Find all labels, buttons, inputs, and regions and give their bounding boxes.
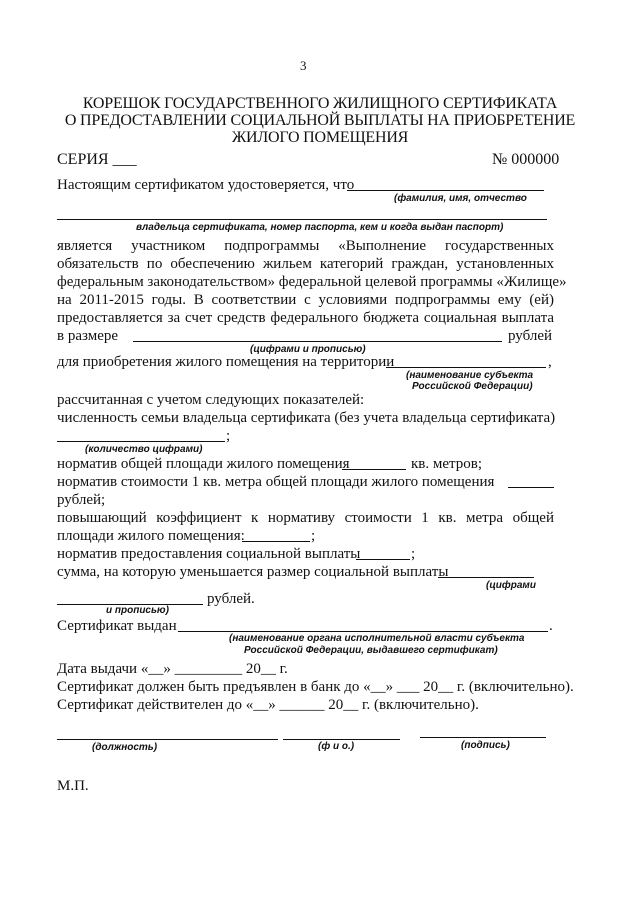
hint-subject-1: (наименование субъекта — [406, 370, 534, 381]
number-label: № 000000 — [492, 151, 560, 168]
reduce-line-1 — [438, 577, 534, 578]
signature-line — [420, 737, 546, 738]
reduce-text: сумма, на которую уменьшается размер социальной выплаты — [57, 564, 449, 580]
para-line-4: на 2011-2015 годы. В соответствии с условиями подпрограммы ему (ей) — [57, 292, 554, 308]
issued-text: Сертификат выдан — [57, 618, 177, 634]
issued-line — [178, 631, 548, 632]
territory-text: для приобретения жилого помещения на территории — [57, 354, 395, 370]
hint-subject-2: Российской Федерации) — [412, 381, 533, 392]
title-line-3: ЖИЛОГО ПОМЕЩЕНИЯ — [231, 129, 409, 146]
title-line-1: КОРЕШОК ГОСУДАРСТВЕННОГО ЖИЛИЩНОГО СЕРТИФИКАТА — [82, 95, 558, 112]
coef-line-2: площади жилого помещения: — [57, 528, 245, 544]
payment-norm-line — [356, 559, 410, 560]
cost-norm-rubles: рублей; — [57, 492, 106, 508]
coef-semicolon: ; — [311, 528, 316, 544]
payment-semicolon: ; — [411, 546, 416, 562]
valid-until: Сертификат действителен до «__» ______ 20__ г. (включительно). — [57, 697, 479, 713]
fio-line — [347, 190, 544, 191]
hint-organ-2: Российской Федерации, выдавшего сертификат) — [244, 645, 498, 656]
cost-norm-line — [508, 487, 554, 488]
hint-fio: (фамилия, имя, отчество — [394, 193, 527, 204]
para-line-3: федеральным законодательством» федеральной целевой программы «Жилище» — [57, 274, 567, 290]
owner-line — [57, 219, 547, 220]
family-text: численность семьи владельца сертификата (без учета владельца сертификата) — [57, 410, 556, 426]
hint-owner: владельца сертификата, номер паспорта, кем и когда выдан паспорт) — [136, 222, 504, 233]
cost-norm-text: норматив стоимости 1 кв. метра общей площади жилого помещения — [57, 474, 495, 490]
para-line-5: предоставляется за счет средств федерального бюджета социальная выплата — [57, 310, 554, 326]
page-number: 3 — [300, 58, 307, 73]
territory-line — [386, 367, 546, 368]
coef-line-1: повышающий коэффициент к нормативу стоимости 1 кв. метра общей — [57, 510, 554, 526]
hint-fio-sign: (ф и о.) — [318, 741, 355, 752]
hint-organ-1: (наименование органа исполнительной власти субъекта — [229, 633, 525, 644]
sum-line — [133, 341, 502, 342]
calc-text: рассчитанная с учетом следующих показателей: — [57, 392, 365, 408]
para-line-1: является участником подпрограммы «Выполнение государственных — [57, 238, 554, 254]
para-line-2: обязательств по обеспечению жильем категорий граждан, установленных — [57, 256, 554, 272]
hint-position: (должность) — [92, 742, 158, 753]
hint-sum: (цифрами и прописью) — [250, 344, 366, 355]
hint-words: и прописью) — [106, 605, 169, 616]
hint-count: (количество цифрами) — [85, 444, 203, 455]
family-semicolon: ; — [226, 428, 231, 444]
title-line-2: О ПРЕДОСТАВЛЕНИИ СОЦИАЛЬНОЙ ВЫПЛАТЫ НА ПРИОБРЕТЕНИЕ — [64, 112, 576, 129]
position-line — [57, 739, 278, 740]
fio-sign-line — [283, 739, 400, 740]
para-line-6-end: рублей — [508, 328, 553, 344]
bank-deadline: Сертификат должен быть предъявлен в банк до «__» ___ 20__ г. (включительно). — [57, 679, 574, 695]
family-count-line — [57, 441, 225, 442]
hint-signature: (подпись) — [461, 740, 510, 751]
area-norm-line — [342, 469, 406, 470]
reduce-rubles: рублей. — [207, 591, 255, 607]
para-line-6-start: в размере — [57, 328, 119, 344]
issued-dot: . — [549, 618, 553, 634]
hint-digits: (цифрами — [486, 580, 536, 591]
series-label: СЕРИЯ ___ — [57, 151, 137, 168]
certify-text: Настоящим сертификатом удостоверяется, что — [57, 177, 355, 193]
stamp-place: М.П. — [57, 778, 89, 794]
payment-norm-text: норматив предоставления социальной выплаты — [57, 546, 361, 562]
area-norm-text: норматив общей площади жилого помещения — [57, 456, 350, 472]
territory-comma: , — [548, 354, 552, 370]
coef-line — [242, 541, 310, 542]
issue-date: Дата выдачи «__» _________ 20__ г. — [57, 661, 288, 677]
area-unit: кв. метров; — [411, 456, 483, 472]
